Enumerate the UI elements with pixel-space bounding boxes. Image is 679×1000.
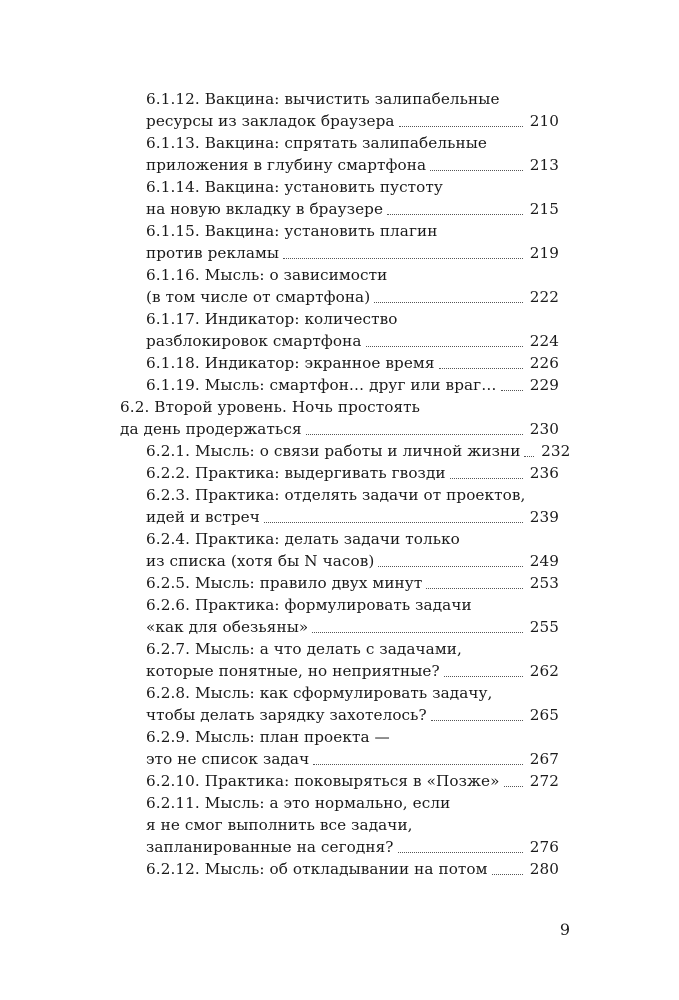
toc-entry-line bbox=[146, 770, 559, 792]
toc-entry-line bbox=[146, 572, 559, 594]
toc-page-number: 213 bbox=[529, 156, 559, 174]
toc-entry-line bbox=[146, 132, 559, 154]
toc-entry-line bbox=[146, 616, 559, 638]
dot-leader bbox=[387, 214, 523, 215]
toc-entry-text: это не список задач bbox=[146, 750, 310, 768]
toc-entry-text: 6.1.16. Мысль: о зависимости bbox=[146, 266, 388, 284]
toc-entry-text: 6.2.1. Мысль: о связи работы и личной жизни bbox=[146, 442, 521, 460]
toc-entry-text: приложения в глубину смартфона bbox=[146, 156, 427, 174]
dot-leader bbox=[313, 764, 523, 765]
dot-leader bbox=[312, 632, 523, 633]
toc-entry-text: 6.2.2. Практика: выдергивать гвозди bbox=[146, 464, 446, 482]
toc-entry-line bbox=[146, 308, 559, 330]
toc-entry-line bbox=[146, 858, 559, 880]
toc-entry-line bbox=[146, 88, 559, 110]
toc-entry-line bbox=[146, 176, 559, 198]
toc-entry-text: 6.1.12. Вакцина: вычистить залипабельные bbox=[146, 90, 500, 108]
toc-entry-text: я не смог выполнить все задачи, bbox=[146, 816, 413, 834]
dot-leader bbox=[306, 434, 523, 435]
toc-entry-line bbox=[146, 682, 559, 704]
toc-page-number: 226 bbox=[529, 354, 559, 372]
toc-entry-text: 6.2.7. Мысль: а что делать с задачами, bbox=[146, 640, 462, 658]
toc-page-number: 236 bbox=[529, 464, 559, 482]
toc-entry-text: 6.2.10. Практика: поковыряться в «Позже» bbox=[146, 772, 500, 790]
dot-leader bbox=[378, 566, 523, 567]
toc-entry-text: 6.2.4. Практика: делать задачи только bbox=[146, 530, 460, 548]
toc-entry-text: (в том числе от смартфона) bbox=[146, 288, 371, 306]
toc-entry-text: 6.2.3. Практика: отделять задачи от проектов, bbox=[146, 486, 526, 504]
dot-leader bbox=[444, 676, 523, 677]
toc-page-number: 239 bbox=[529, 508, 559, 526]
dot-leader bbox=[524, 456, 534, 457]
dot-leader bbox=[366, 346, 524, 347]
toc-entry-text: из списка (хотя бы N часов) bbox=[146, 552, 375, 570]
toc-entry-line bbox=[146, 220, 559, 242]
dot-leader bbox=[492, 874, 523, 875]
toc-page-number: 224 bbox=[529, 332, 559, 350]
toc-entry-text: которые понятные, но неприятные? bbox=[146, 662, 440, 680]
toc-page-number: 262 bbox=[529, 662, 559, 680]
dot-leader bbox=[374, 302, 523, 303]
dot-leader bbox=[439, 368, 524, 369]
toc-entry-line bbox=[120, 418, 559, 440]
toc-entry-line bbox=[146, 638, 559, 660]
toc-page-number: 272 bbox=[529, 772, 559, 790]
toc-entry-text: 6.2.12. Мысль: об откладывании на потом bbox=[146, 860, 488, 878]
toc-entry-line bbox=[146, 814, 559, 836]
toc-entry-line bbox=[146, 352, 559, 374]
toc-entry-line bbox=[146, 836, 559, 858]
toc-entry-text: на новую вкладку в браузере bbox=[146, 200, 384, 218]
toc-entry-text: 6.1.15. Вакцина: установить плагин bbox=[146, 222, 438, 240]
toc-page-number: 280 bbox=[529, 860, 559, 878]
toc-entry-line bbox=[146, 462, 559, 484]
toc-entry-line bbox=[146, 110, 559, 132]
toc-entry-line bbox=[146, 550, 559, 572]
dot-leader bbox=[504, 786, 523, 787]
toc-entry-line bbox=[120, 396, 559, 418]
toc-entry-text: 6.1.14. Вакцина: установить пустоту bbox=[146, 178, 443, 196]
dot-leader bbox=[426, 588, 523, 589]
table-of-contents bbox=[0, 88, 679, 880]
toc-entry-line bbox=[146, 154, 559, 176]
toc-entry-text: 6.2.9. Мысль: план проекта — bbox=[146, 728, 390, 746]
dot-leader bbox=[399, 126, 523, 127]
toc-entry-text: 6.1.13. Вакцина: спрятать залипабельные bbox=[146, 134, 487, 152]
toc-page-number: 230 bbox=[529, 420, 559, 438]
toc-entry-text: 6.2.8. Мысль: как сформулировать задачу, bbox=[146, 684, 493, 702]
toc-entry[interactable] bbox=[146, 132, 559, 176]
toc-entry-text: разблокировок смартфона bbox=[146, 332, 362, 350]
toc-entry-text: «как для обезьяны» bbox=[146, 618, 309, 636]
toc-entry-text: против рекламы bbox=[146, 244, 280, 262]
toc-entry-line bbox=[146, 726, 559, 748]
toc-entry[interactable] bbox=[146, 264, 559, 308]
toc-page-number: 215 bbox=[529, 200, 559, 218]
toc-entry[interactable] bbox=[146, 770, 559, 792]
toc-entry[interactable] bbox=[146, 858, 559, 880]
dot-leader bbox=[398, 852, 523, 853]
toc-entry[interactable] bbox=[146, 352, 559, 374]
toc-entry-text: да день продержаться bbox=[120, 420, 302, 438]
toc-entry-text: 6.2.6. Практика: формулировать задачи bbox=[146, 596, 472, 614]
toc-entry-line bbox=[146, 594, 559, 616]
toc-entry-text: ресурсы из закладок браузера bbox=[146, 112, 395, 130]
dot-leader bbox=[283, 258, 523, 259]
toc-page-number: 210 bbox=[529, 112, 559, 130]
toc-page-number: 253 bbox=[529, 574, 559, 592]
toc-entry-line bbox=[146, 264, 559, 286]
toc-entry-line bbox=[146, 440, 571, 462]
toc-entry-line bbox=[146, 242, 559, 264]
toc-entry[interactable] bbox=[146, 682, 559, 726]
toc-entry[interactable] bbox=[146, 88, 559, 132]
toc-entry[interactable] bbox=[146, 220, 559, 264]
toc-entry[interactable] bbox=[146, 308, 559, 352]
toc-entry-line bbox=[146, 506, 559, 528]
toc-entry-text: 6.2.11. Мысль: а это нормально, если bbox=[146, 794, 451, 812]
toc-entry-line bbox=[146, 330, 559, 352]
toc-entry-line bbox=[146, 704, 559, 726]
toc-entry[interactable] bbox=[146, 176, 559, 220]
toc-entry-line bbox=[146, 286, 559, 308]
toc-page-number: 222 bbox=[529, 288, 559, 306]
toc-entry-text: 6.1.19. Мысль: смартфон… друг или враг… bbox=[146, 376, 497, 394]
toc-entry[interactable] bbox=[146, 594, 559, 638]
toc-page-number: 219 bbox=[529, 244, 559, 262]
toc-entry-text: чтобы делать зарядку захотелось? bbox=[146, 706, 427, 724]
toc-page-number: 232 bbox=[541, 442, 571, 460]
toc-entry[interactable] bbox=[120, 396, 559, 440]
toc-entry-line bbox=[146, 374, 559, 396]
toc-entry-text: идей и встреч bbox=[146, 508, 260, 526]
toc-page-number: 267 bbox=[529, 750, 559, 768]
toc-entry[interactable] bbox=[146, 440, 571, 462]
toc-entry[interactable] bbox=[146, 462, 559, 484]
toc-entry-text: 6.2. Второй уровень. Ночь простоять bbox=[120, 398, 421, 416]
toc-entry-text: 6.1.17. Индикатор: количество bbox=[146, 310, 398, 328]
toc-entry-text: 6.1.18. Индикатор: экранное время bbox=[146, 354, 435, 372]
toc-entry[interactable] bbox=[146, 374, 559, 396]
toc-entry-line bbox=[146, 484, 559, 506]
dot-leader bbox=[431, 720, 523, 721]
toc-entry[interactable] bbox=[146, 638, 559, 682]
toc-entry-line bbox=[146, 528, 559, 550]
toc-entry-line bbox=[146, 792, 559, 814]
toc-entry-text: 6.2.5. Мысль: правило двух минут bbox=[146, 574, 423, 592]
toc-entry[interactable] bbox=[146, 572, 559, 594]
toc-entry-text: запланированные на сегодня? bbox=[146, 838, 394, 856]
dot-leader bbox=[450, 478, 523, 479]
toc-page-number: 265 bbox=[529, 706, 559, 724]
toc-entry-line bbox=[146, 660, 559, 682]
toc-page-number: 249 bbox=[529, 552, 559, 570]
dot-leader bbox=[501, 390, 523, 391]
dot-leader bbox=[264, 522, 523, 523]
toc-entry-line bbox=[146, 748, 559, 770]
page-number: 9 bbox=[559, 920, 571, 939]
dot-leader bbox=[430, 170, 523, 171]
toc-entry[interactable] bbox=[146, 528, 559, 572]
toc-page-number: 276 bbox=[529, 838, 559, 856]
toc-entry[interactable] bbox=[146, 792, 559, 858]
toc-page-number: 255 bbox=[529, 618, 559, 636]
toc-entry[interactable] bbox=[146, 726, 559, 770]
toc-entry[interactable] bbox=[146, 484, 559, 528]
toc-page-number: 229 bbox=[529, 376, 559, 394]
toc-entry-line bbox=[146, 198, 559, 220]
